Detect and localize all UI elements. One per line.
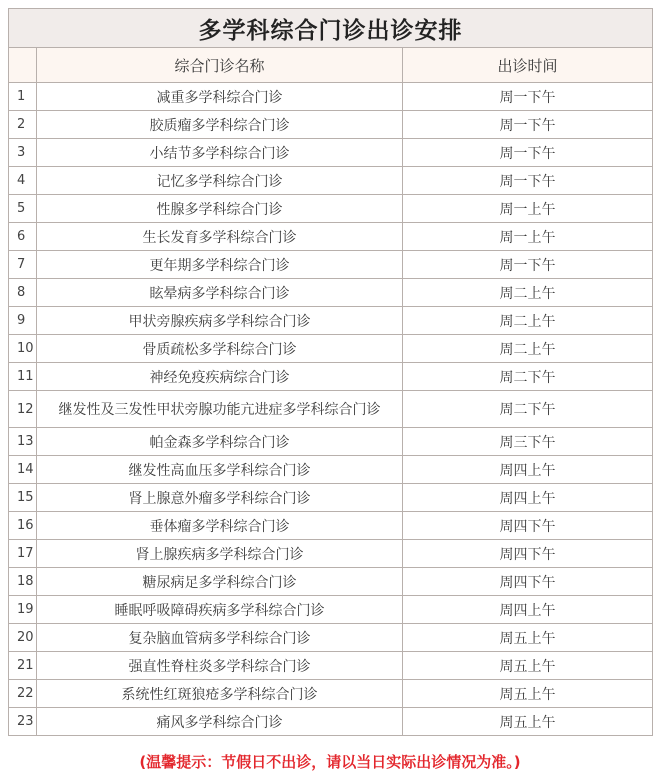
holiday-notice: (温馨提示：节假日不出诊，请以当日实际出诊情况为准。)	[139, 753, 521, 771]
table-row	[9, 195, 653, 223]
row-number: 12	[9, 391, 37, 428]
table-title: 多学科综合门诊出诊安排	[9, 9, 653, 48]
row-number: 18	[9, 568, 37, 596]
clinic-time: 周一下午	[403, 111, 653, 139]
clinic-name: 甲状旁腺疾病多学科综合门诊	[37, 307, 403, 335]
row-number: 17	[9, 540, 37, 568]
clinic-name: 肾上腺意外瘤多学科综合门诊	[37, 484, 403, 512]
clinic-time: 周五上午	[403, 680, 653, 708]
row-number: 11	[9, 363, 37, 391]
clinic-name: 帕金森多学科综合门诊	[37, 428, 403, 456]
row-number: 19	[9, 596, 37, 624]
clinic-time: 周二上午	[403, 279, 653, 307]
clinic-name-header: 综合门诊名称	[37, 48, 403, 83]
table-row	[9, 335, 653, 363]
clinic-time: 周五上午	[403, 624, 653, 652]
clinic-time: 周四下午	[403, 568, 653, 596]
table-row	[9, 279, 653, 307]
row-number: 6	[9, 223, 37, 251]
clinic-name: 骨质疏松多学科综合门诊	[37, 335, 403, 363]
table-row	[9, 568, 653, 596]
table-row	[9, 652, 653, 680]
table-row	[9, 680, 653, 708]
clinic-time: 周四下午	[403, 540, 653, 568]
table-row	[9, 307, 653, 335]
clinic-name: 睡眠呼吸障碍疾病多学科综合门诊	[37, 596, 403, 624]
row-number: 23	[9, 708, 37, 736]
clinic-name: 垂体瘤多学科综合门诊	[37, 512, 403, 540]
row-number: 2	[9, 111, 37, 139]
clinic-time: 周四上午	[403, 456, 653, 484]
table-body	[9, 83, 653, 736]
row-number: 20	[9, 624, 37, 652]
clinic-time: 周一下午	[403, 251, 653, 279]
row-number: 9	[9, 307, 37, 335]
index-header	[9, 48, 37, 83]
clinic-time: 周一下午	[403, 83, 653, 111]
row-number: 4	[9, 167, 37, 195]
table-row	[9, 139, 653, 167]
table-row	[9, 223, 653, 251]
clinic-name: 肾上腺疾病多学科综合门诊	[37, 540, 403, 568]
clinic-name: 眩晕病多学科综合门诊	[37, 279, 403, 307]
clinic-name: 性腺多学科综合门诊	[37, 195, 403, 223]
clinic-name: 继发性高血压多学科综合门诊	[37, 456, 403, 484]
clinic-name: 痛风多学科综合门诊	[37, 708, 403, 736]
table-row	[9, 596, 653, 624]
clinic-name: 强直性脊柱炎多学科综合门诊	[37, 652, 403, 680]
clinic-name: 复杂脑血管病多学科综合门诊	[37, 624, 403, 652]
clinic-time: 周一下午	[403, 139, 653, 167]
row-number: 22	[9, 680, 37, 708]
clinic-time: 周四下午	[403, 512, 653, 540]
clinic-time: 周四上午	[403, 484, 653, 512]
row-number: 15	[9, 484, 37, 512]
table-row	[9, 512, 653, 540]
clinic-time: 周一下午	[403, 167, 653, 195]
row-number: 16	[9, 512, 37, 540]
clinic-time: 周二上午	[403, 335, 653, 363]
clinic-name: 糖尿病足多学科综合门诊	[37, 568, 403, 596]
table-row	[9, 456, 653, 484]
row-number: 5	[9, 195, 37, 223]
clinic-name: 继发性及三发性甲状旁腺功能亢进症多学科综合门诊	[37, 391, 403, 428]
table-row	[9, 83, 653, 111]
table-row	[9, 391, 653, 428]
clinic-schedule-table	[8, 8, 653, 736]
clinic-time: 周一上午	[403, 223, 653, 251]
header-row	[9, 48, 653, 83]
table-row	[9, 363, 653, 391]
table-row	[9, 251, 653, 279]
row-number: 14	[9, 456, 37, 484]
row-number: 8	[9, 279, 37, 307]
clinic-time: 周三下午	[403, 428, 653, 456]
row-number: 7	[9, 251, 37, 279]
clinic-name: 生长发育多学科综合门诊	[37, 223, 403, 251]
clinic-time-header: 出诊时间	[403, 48, 653, 83]
row-number: 13	[9, 428, 37, 456]
table-row	[9, 540, 653, 568]
clinic-time: 周二下午	[403, 363, 653, 391]
row-number: 1	[9, 83, 37, 111]
table-row	[9, 428, 653, 456]
clinic-time: 周四上午	[403, 596, 653, 624]
row-number: 10	[9, 335, 37, 363]
clinic-name: 系统性红斑狼疮多学科综合门诊	[37, 680, 403, 708]
clinic-time: 周一上午	[403, 195, 653, 223]
clinic-name: 记忆多学科综合门诊	[37, 167, 403, 195]
table-row	[9, 167, 653, 195]
clinic-name: 胶质瘤多学科综合门诊	[37, 111, 403, 139]
table-row	[9, 624, 653, 652]
clinic-name: 神经免疫疾病综合门诊	[37, 363, 403, 391]
row-number: 3	[9, 139, 37, 167]
clinic-name: 更年期多学科综合门诊	[37, 251, 403, 279]
clinic-time: 周二下午	[403, 391, 653, 428]
row-number: 21	[9, 652, 37, 680]
clinic-time: 周二上午	[403, 307, 653, 335]
clinic-name: 小结节多学科综合门诊	[37, 139, 403, 167]
table-row	[9, 708, 653, 736]
clinic-time: 周五上午	[403, 652, 653, 680]
clinic-name: 减重多学科综合门诊	[37, 83, 403, 111]
table-row	[9, 484, 653, 512]
clinic-time: 周五上午	[403, 708, 653, 736]
table-row	[9, 111, 653, 139]
